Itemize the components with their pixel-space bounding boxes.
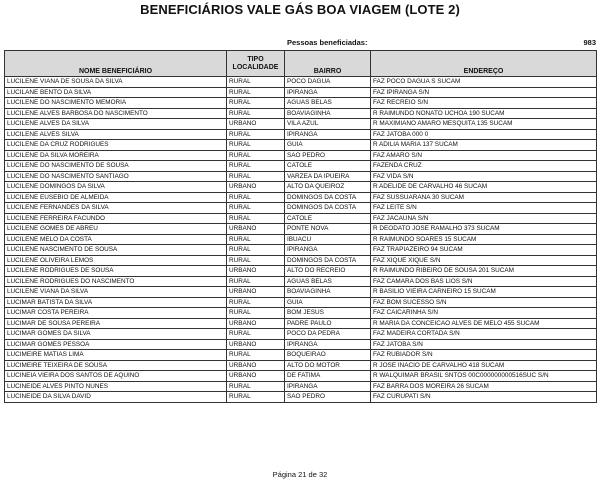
cell-endereco: R DEODATO JOSE RAMALHO 373 SUCAM (371, 224, 597, 235)
cell-bairro: POCO DAGUA (285, 77, 371, 88)
cell-tipo: RURAL (227, 129, 285, 140)
cell-nome: LUCILENE DA CRUZ RODRIGUES (5, 140, 227, 151)
cell-endereco: R WALQUIMAR BRASIL SNTOS 00C000000000516SUC S/N (371, 371, 597, 382)
cell-nome: LUCILENE ALVES SILVA (5, 129, 227, 140)
table-row (5, 171, 597, 182)
cell-endereco: FAZ XIQUE XIQUE S/N (371, 255, 597, 266)
table-row (5, 150, 597, 161)
table-row (5, 255, 597, 266)
cell-nome: LUCIMAR GOMES DA SILVA (5, 329, 227, 340)
cell-tipo: RURAL (227, 329, 285, 340)
cell-endereco: FAZ TRAPIAZEIRO 94 SUCAM (371, 245, 597, 256)
cell-endereco: R ADILIA MARIA 137 SUCAM (371, 140, 597, 151)
cell-nome: LUCINEIDE ALVES PINTO NUNES (5, 381, 227, 392)
cell-endereco: FAZ BARRA DOS MOREIRA 26 SUCAM (371, 381, 597, 392)
cell-endereco: FAZ MADEIRA CORTADA S/N (371, 329, 597, 340)
cell-bairro: SAO PEDRO (285, 150, 371, 161)
cell-nome: LUCINEIDE DA SILVA DAVID (5, 392, 227, 403)
cell-tipo: URBANO (227, 371, 285, 382)
cell-endereco: FAZ IPIRANGA S/N (371, 87, 597, 98)
cell-tipo: URBANO (227, 182, 285, 193)
column-header-tipo: TIPO LOCALIDADE (227, 51, 285, 77)
beneficiaries-label: Pessoas beneficiadas: (287, 38, 368, 47)
table-row (5, 203, 597, 214)
cell-endereco: FAZ BOM SUCESSO S/N (371, 297, 597, 308)
cell-bairro: SAO PEDRO (285, 392, 371, 403)
cell-endereco: R MAXIMIANO AMARO MESQUITA 135 SUCAM (371, 119, 597, 130)
cell-endereco: FAZ AMARO S/N (371, 150, 597, 161)
table-row (5, 287, 597, 298)
table-row (5, 350, 597, 361)
cell-endereco: R JOSE INACIO DE CARVALHO 418 SUCAM (371, 360, 597, 371)
cell-endereco: R RAIMUNDO NONATO UCHOA 190 SUCAM (371, 108, 597, 119)
table-header-row (5, 51, 597, 77)
cell-nome: LUCILENE DO NASCIMENTO MEMORIA (5, 98, 227, 109)
cell-bairro: BOAVIAGINHA (285, 108, 371, 119)
cell-endereco: FAZ SUSSUARANA 30 SUCAM (371, 192, 597, 203)
table-row (5, 392, 597, 403)
table-row (5, 308, 597, 319)
cell-nome: LUCIMAR DE SOUSA PEREIRA (5, 318, 227, 329)
cell-tipo: RURAL (227, 213, 285, 224)
cell-bairro: PADRE PAULO (285, 318, 371, 329)
cell-nome: LUCIMEIRE MATIAS LIMA (5, 350, 227, 361)
cell-bairro: GUIA (285, 140, 371, 151)
table-row (5, 245, 597, 256)
cell-bairro: DE FATIMA (285, 371, 371, 382)
table-row (5, 87, 597, 98)
cell-bairro: IPIRANGA (285, 339, 371, 350)
cell-bairro: GUIA (285, 297, 371, 308)
cell-bairro: AGUAS BELAS (285, 276, 371, 287)
cell-endereco: FAZ JACAUNA S/N (371, 213, 597, 224)
cell-endereco: R RAIMUNDO RIBEIRO DE SOUSA 201 SUCAM (371, 266, 597, 277)
cell-bairro: IPIRANGA (285, 87, 371, 98)
cell-nome: LUCILENE FERREIRA FACUNDO (5, 213, 227, 224)
cell-endereco: R ADELIDE DE CARVALHO 46 SUCAM (371, 182, 597, 193)
cell-bairro: DOMINGOS DA COSTA (285, 192, 371, 203)
cell-endereco: FAZ LEITE S/N (371, 203, 597, 214)
cell-nome: LUCILENE VIANA DE SOUSA DA SILVA (5, 77, 227, 88)
cell-endereco: FAZ CAMARA DOS BAS LIOS S/N (371, 276, 597, 287)
cell-endereco: FAZ RECREIO S/N (371, 98, 597, 109)
table-row (5, 360, 597, 371)
cell-bairro: IPIRANGA (285, 381, 371, 392)
table-row (5, 276, 597, 287)
cell-tipo: URBANO (227, 224, 285, 235)
cell-tipo: RURAL (227, 161, 285, 172)
cell-tipo: URBANO (227, 119, 285, 130)
cell-tipo: RURAL (227, 255, 285, 266)
cell-endereco: R MARIA DA CONCEICAO ALVES DE MELO 455 SUCAM (371, 318, 597, 329)
beneficiaries-table (4, 50, 597, 403)
column-header-bairro: BAIRRO (285, 51, 371, 77)
cell-tipo: RURAL (227, 245, 285, 256)
cell-bairro: DOMINGOS DA COSTA (285, 203, 371, 214)
cell-tipo: RURAL (227, 297, 285, 308)
cell-bairro: VILA AZUL (285, 119, 371, 130)
cell-nome: LUCILENE OLIVEIRA LEMOS (5, 255, 227, 266)
cell-endereco: FAZENDA CRUZ (371, 161, 597, 172)
cell-tipo: RURAL (227, 108, 285, 119)
cell-nome: LUCINEIA VIEIRA DOS SANTOS DE AQUINO (5, 371, 227, 382)
cell-bairro: DOMINGOS DA COSTA (285, 255, 371, 266)
cell-nome: LUCILENE NASCIMENTO DE SOUSA (5, 245, 227, 256)
cell-bairro: CATOLE (285, 213, 371, 224)
cell-bairro: POCO DA PEDRA (285, 329, 371, 340)
cell-nome: LUCILENE VIANA DA SILVA (5, 287, 227, 298)
cell-nome: LUCILENE DA SILVA MOREIRA (5, 150, 227, 161)
column-header-endereco: ENDEREÇO (371, 51, 597, 77)
table-row (5, 329, 597, 340)
table-row (5, 297, 597, 308)
table-row (5, 213, 597, 224)
page-title: BENEFICIÁRIOS VALE GÁS BOA VIAGEM (LOTE 2) (140, 2, 460, 17)
cell-nome: LUCIMAR GOMES PESSOA (5, 339, 227, 350)
table-row (5, 371, 597, 382)
cell-nome: LUCILENE ALVES DA SILVA (5, 119, 227, 130)
cell-endereco: FAZ CURUPATI S/N (371, 392, 597, 403)
cell-bairro: VARZEA DA IPUEIRA (285, 171, 371, 182)
table-row (5, 192, 597, 203)
table-row (5, 224, 597, 235)
cell-tipo: RURAL (227, 77, 285, 88)
table-row (5, 108, 597, 119)
cell-bairro: AGUAS BELAS (285, 98, 371, 109)
cell-endereco: FAZ JATOBA 000 0 (371, 129, 597, 140)
cell-bairro: BOM JESUS (285, 308, 371, 319)
cell-tipo: RURAL (227, 234, 285, 245)
cell-tipo: RURAL (227, 140, 285, 151)
cell-nome: LUCIMAR COSTA PEREIRA (5, 308, 227, 319)
cell-endereco: FAZ POCO DAGUA S SUCAM (371, 77, 597, 88)
cell-endereco: R BASILIO VIEIRA CARNEIRO 15 SUCAM (371, 287, 597, 298)
table-row (5, 77, 597, 88)
table-row (5, 182, 597, 193)
cell-nome: LUCILENE MELO DA COSTA (5, 234, 227, 245)
cell-bairro: IPIRANGA (285, 245, 371, 256)
cell-tipo: RURAL (227, 87, 285, 98)
page-number: Página 21 de 32 (272, 470, 328, 479)
cell-tipo: RURAL (227, 308, 285, 319)
cell-tipo: URBANO (227, 287, 285, 298)
cell-nome: LUCILENE EUSEBIO DE ALMEIDA (5, 192, 227, 203)
cell-nome: LUCILENE DO NASCIMENTO DE SOUSA (5, 161, 227, 172)
table-row (5, 234, 597, 245)
table-row (5, 381, 597, 392)
cell-bairro: PONTE NOVA (285, 224, 371, 235)
cell-endereco: FAZ JATOBA S/N (371, 339, 597, 350)
cell-nome: LUCILENE FERNANDES DA SILVA (5, 203, 227, 214)
table-row (5, 161, 597, 172)
cell-nome: LUCILENE RODRIGUES DE SOUSA (5, 266, 227, 277)
cell-bairro: IBUACU (285, 234, 371, 245)
cell-bairro: ALTO DO RECREIO (285, 266, 371, 277)
column-header-nome: NOME BENEFICIÁRIO (5, 51, 227, 77)
cell-tipo: URBANO (227, 266, 285, 277)
cell-tipo: RURAL (227, 350, 285, 361)
cell-tipo: RURAL (227, 381, 285, 392)
cell-endereco: FAZ RUBIADOR S/N (371, 350, 597, 361)
cell-tipo: URBANO (227, 318, 285, 329)
cell-tipo: URBANO (227, 339, 285, 350)
cell-nome: LUCIMEIRE TEIXEIRA DE SOUSA (5, 360, 227, 371)
cell-nome: LUCILENE DO NASCIMENTO SANTIAGO (5, 171, 227, 182)
cell-tipo: URBANO (227, 360, 285, 371)
cell-tipo: RURAL (227, 276, 285, 287)
cell-tipo: RURAL (227, 171, 285, 182)
table-row (5, 318, 597, 329)
cell-bairro: BOQUEIRAO (285, 350, 371, 361)
table-row (5, 119, 597, 130)
cell-endereco: R RAIMUNDO SOARES 15 SUCAM (371, 234, 597, 245)
table-body (5, 77, 597, 403)
table-row (5, 140, 597, 151)
cell-bairro: IPIRANGA (285, 129, 371, 140)
cell-tipo: RURAL (227, 98, 285, 109)
beneficiaries-summary (0, 38, 600, 50)
cell-nome: LUCILANE BENTO DA SILVA (5, 87, 227, 98)
cell-tipo: RURAL (227, 150, 285, 161)
cell-bairro: BOAVIAGINHA (285, 287, 371, 298)
table-row (5, 129, 597, 140)
cell-tipo: RURAL (227, 392, 285, 403)
cell-endereco: FAZ VIDA S/N (371, 171, 597, 182)
cell-bairro: ALTO DA QUEIROZ (285, 182, 371, 193)
cell-nome: LUCILENE RODRIGUES DO NASCIMENTO (5, 276, 227, 287)
cell-nome: LUCIMAR BATISTA DA SILVA (5, 297, 227, 308)
cell-nome: LUCILENE DOMINGOS DA SILVA (5, 182, 227, 193)
cell-nome: LUCILENE GOMES DE ABREU (5, 224, 227, 235)
table-row (5, 339, 597, 350)
cell-bairro: CATOLE (285, 161, 371, 172)
cell-endereco: FAZ CAICARINHA S/N (371, 308, 597, 319)
beneficiaries-count: 983 (583, 38, 596, 47)
table-row (5, 266, 597, 277)
cell-tipo: RURAL (227, 192, 285, 203)
cell-nome: LUCILENE ALVES BARBOSA DO NASCIMENTO (5, 108, 227, 119)
cell-tipo: RURAL (227, 203, 285, 214)
cell-bairro: ALTO DO MOTOR (285, 360, 371, 371)
table-row (5, 98, 597, 109)
